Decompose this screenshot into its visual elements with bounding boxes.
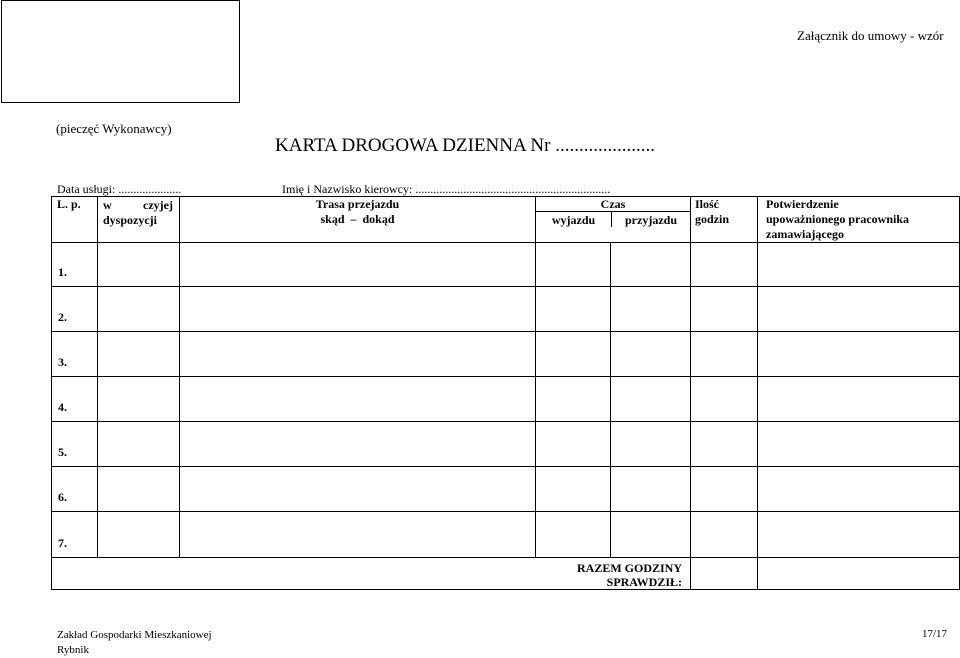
row-number: 1. xyxy=(52,243,98,287)
row-number: 5. xyxy=(52,422,98,467)
row-number: 7. xyxy=(52,512,98,558)
driver-name-line: Imię i Nazwisko kierowcy: ................................................................. xyxy=(282,182,611,196)
header-lp: L. p. xyxy=(52,197,98,243)
table-row xyxy=(52,377,960,422)
page-title: KARTA DROGOWA DZIENNA Nr ..................... xyxy=(275,135,655,156)
table-row xyxy=(52,243,960,287)
table-row xyxy=(52,422,960,467)
trip-log-table xyxy=(51,196,960,590)
stamp-box xyxy=(1,0,240,103)
total-hours-cell xyxy=(691,558,758,590)
table-row xyxy=(52,332,960,377)
header-confirmation: Potwierdzenie upoważnionego pracownika zamawiającego xyxy=(758,197,960,243)
row-number: 3. xyxy=(52,332,98,377)
total-row xyxy=(52,558,960,590)
header-route: Trasa przejazdu skąd – dokąd xyxy=(180,197,536,243)
table-row xyxy=(52,287,960,332)
total-label: RAZEM GODZINY SPRAWDZIŁ: xyxy=(52,558,691,590)
page-number: 17/17 xyxy=(922,628,948,640)
footer-company: Zakład Gospodarki Mieszkaniowej Rybnik xyxy=(57,629,212,656)
table-row xyxy=(52,512,960,558)
table-header-row xyxy=(52,197,960,243)
annex-label: Załącznik do umowy - wzór xyxy=(797,28,944,43)
table-row xyxy=(52,467,960,512)
row-number: 4. xyxy=(52,377,98,422)
header-time: Czas wyjazdu przyjazdu xyxy=(536,197,691,243)
header-hours: Ilość godzin xyxy=(691,197,758,243)
total-confirmation-cell xyxy=(758,558,960,590)
header-disposal: w czyjej dyspozycji xyxy=(98,197,180,243)
service-date-line: Data usługi: ..................... xyxy=(57,182,182,196)
row-number: 6. xyxy=(52,467,98,512)
row-number: 2. xyxy=(52,287,98,332)
stamp-caption: (pieczęć Wykonawcy) xyxy=(56,121,172,136)
